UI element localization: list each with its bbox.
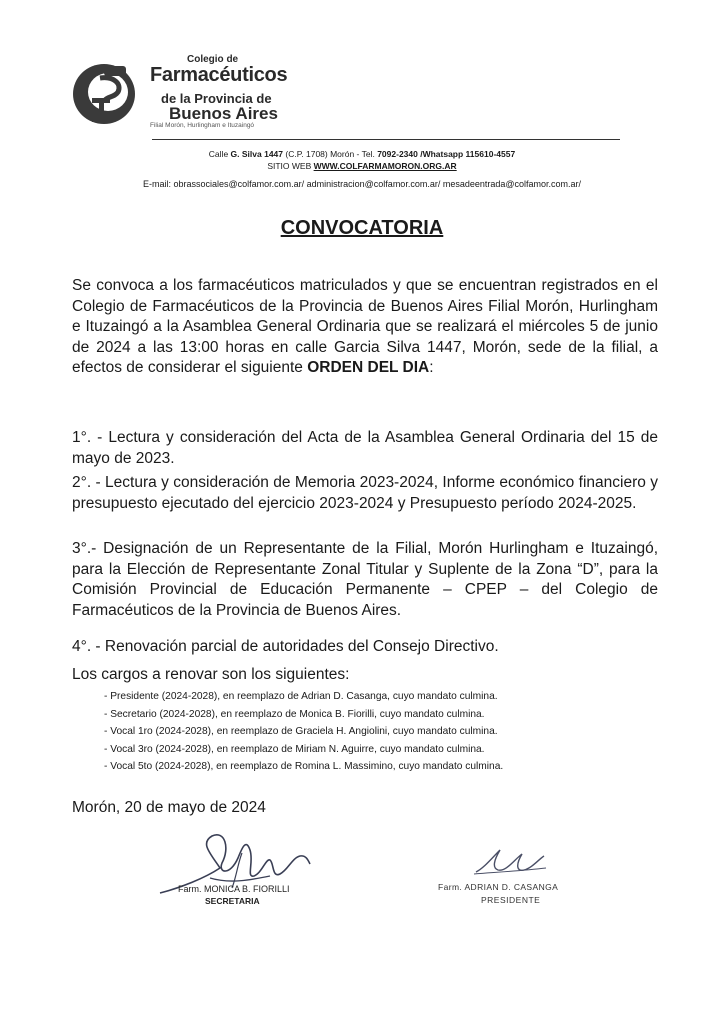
intro-text: Se convoca a los farmacéuticos matriculados y que se encuentran registrados en el Colegio de Farmacéuticos de la Provincia de Buenos Aires Filial Morón, Hurlingham e Ituzaingó a la Asamblea General Ordinaria que se realizará el miércoles 5 de junio de 2024 a las 13:00 horas en calle Garcia Silva 1447, Morón, sede de la filial, a efectos de considerar el siguiente (72, 277, 658, 376)
president-role: PRESIDENTE (481, 895, 541, 905)
address-phone: 7092-2340 /Whatsapp 115610-4557 (377, 149, 516, 159)
logo-text-farmaceuticos: Farmacéuticos (150, 64, 288, 86)
logo-text-filial: Filial Morón, Hurlingham e Ituzaingó (150, 122, 255, 129)
logo-text-buenos-aires: Buenos Aires (169, 104, 278, 123)
president-signature (470, 838, 550, 880)
cargos-intro: Los cargos a renovar son los siguientes: (72, 666, 350, 683)
address-prefix: Calle (208, 149, 229, 159)
address-postal: (C.P. 1708) Morón - Tel. (285, 149, 375, 159)
website-link[interactable]: WWW.COLFARMAMORON.ORG.AR (313, 161, 457, 171)
agenda-heading: ORDEN DEL DIA (307, 359, 430, 376)
agenda-item-1: 1°. - Lectura y consideración del Acta de la Asamblea General Ordinaria del 15 de mayo de 2023. (72, 429, 658, 467)
intro-colon: : (429, 359, 434, 376)
secretary-role: SECRETARIA (205, 896, 260, 906)
cargo-item: - Presidente (2024-2028), en reemplazo de Adrian D. Casanga, cuyo mandato culmina. (104, 691, 498, 702)
website-line (0, 161, 724, 171)
email-line: E-mail: obrassociales@colfamor.com.ar/ administracion@colfamor.com.ar/ mesadeentrada@colfamor.com.ar/ (142, 179, 582, 189)
document-title: CONVOCATORIA (280, 217, 444, 239)
cargo-item: - Vocal 3ro (2024-2028), en reemplazo de Miriam N. Aguirre, cuyo mandato culmina. (104, 743, 485, 755)
cargo-item: - Vocal 5to (2024-2028), en reemplazo de Romina L. Massimino, cuyo mandato culmina. (104, 761, 504, 772)
logo-text-colegio: Colegio de (187, 54, 239, 65)
agenda-item-4: 4°. - Renovación parcial de autoridades del Consejo Directivo. (72, 638, 499, 655)
college-logo-icon (70, 58, 146, 130)
document-date: Morón, 20 de mayo de 2024 (72, 799, 266, 816)
logo-text-provincia: de la Provincia de (161, 91, 272, 106)
cargo-item: - Vocal 1ro (2024-2028), en reemplazo de Graciela H. Angiolini, cuyo mandato culmina. (104, 726, 498, 737)
website-label: SITIO WEB (267, 161, 312, 171)
cargos-list (104, 688, 503, 776)
agenda-item-2: 2°. - Lectura y consideración de Memoria 2023-2024, Informe económico financiero y presupuesto ejecutado del ejercicio 2023-2024 y Presupuesto período 2024-2025. (72, 474, 658, 512)
header-divider (152, 139, 620, 140)
president-name: Farm. ADRIAN D. CASANGA (438, 882, 559, 892)
address-street: G. Silva 1447 (230, 149, 283, 159)
agenda-item-3: 3°.- Designación de un Representante de la Filial, Morón Hurlingham e Ituzaingó, para la Elección de Representante Zonal Titular y Suplente de la Zona “D”, para la Comisión Provincial de Educación Permanente – CPEP – del Colegio de Farmacéuticos de la Provincia de Buenos Aires. (72, 540, 658, 619)
cargo-item: - Secretario (2024-2028), en reemplazo de Monica B. Fiorilli, cuyo mandato culmina. (104, 708, 485, 720)
intro-paragraph (72, 276, 658, 379)
secretary-name: Farm. MONICA B. FIORILLI (178, 884, 290, 894)
address-line (0, 149, 724, 159)
